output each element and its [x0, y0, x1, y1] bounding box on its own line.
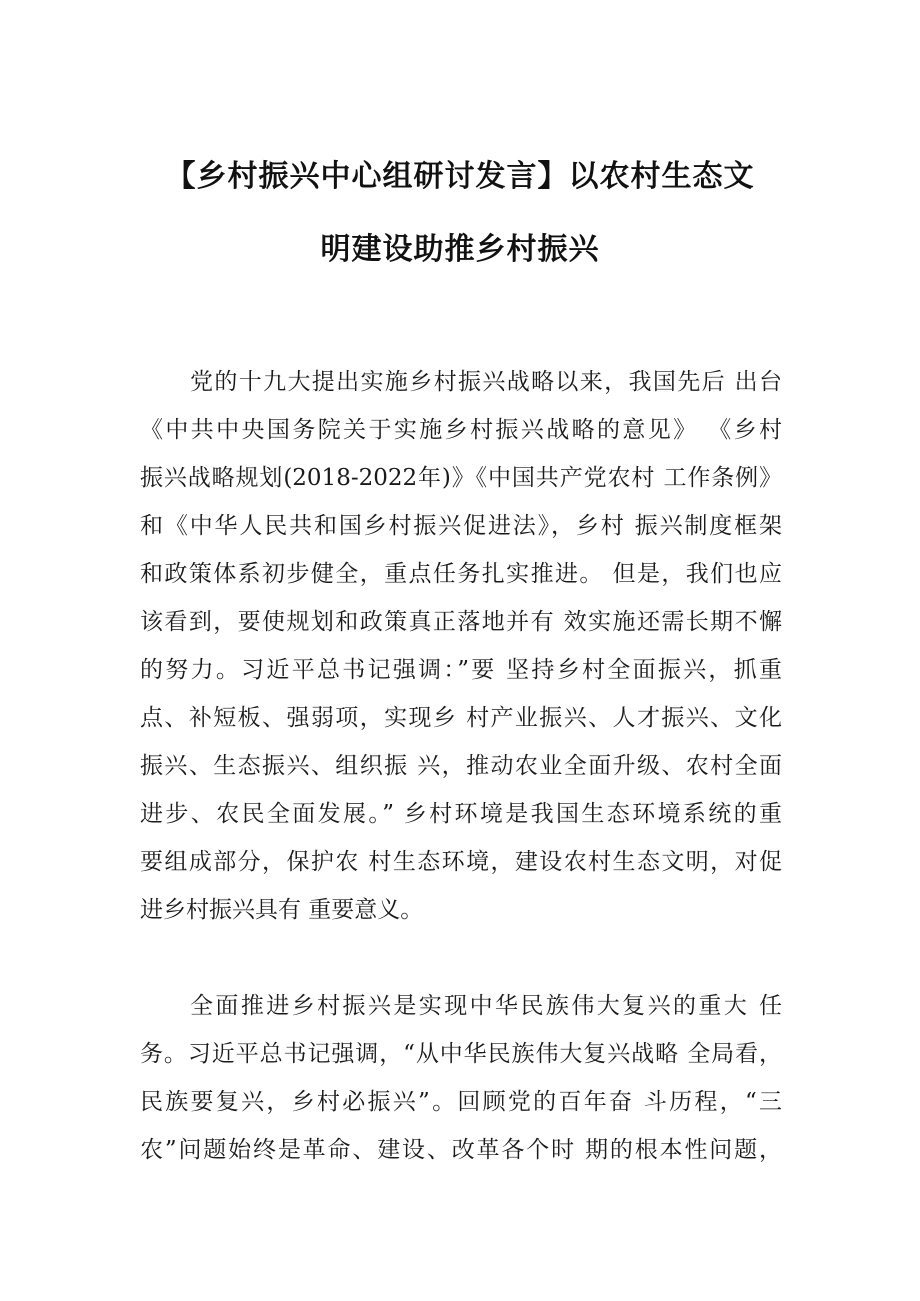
paragraph-1-line: 点、补短板、强弱项，实现乡 村产业振兴、人才振兴、文化 [140, 705, 782, 731]
paragraph-1-line: 党的十九大提出实施乡村振兴战略以来，我国先后 出台 [190, 369, 782, 395]
document-title-line-2: 明建设助推乡村振兴 [320, 232, 600, 267]
paragraph-1-line: 《中共中央国务院关于实施乡村振兴战略的意见》 《乡村 [140, 417, 782, 443]
paragraph-1-line: 和政策体系初步健全，重点任务扎实推进。 但是，我们也应 [140, 561, 782, 587]
document-title-line-1: 【乡村振兴中心组研讨发言】以农村生态文 [165, 159, 755, 194]
paragraph-1-line: 要组成部分，保护农 村生态环境，建设农村生态文明，对促 [140, 849, 782, 875]
paragraph-1-line: 振兴、生态振兴、组织振 兴，推动农业全面升级、农村全面 [140, 753, 782, 779]
paragraph-2-line: 民族要复兴，乡村必振兴”。回顾党的百年奋 斗历程，“三 [140, 1089, 782, 1115]
paragraph-2-line: 农”问题始终是革命、建设、改革各个时 期的根本性问题， [140, 1137, 782, 1163]
paragraph-1-line: 该看到，要使规划和政策真正落地并有 效实施还需长期不懈 [140, 609, 782, 635]
paragraph-1-line: 和《中华人民共和国乡村振兴促进法》，乡村 振兴制度框架 [140, 513, 782, 539]
paragraph-1-line: 的努力。习近平总书记强调：”要 坚持乡村全面振兴，抓重 [140, 657, 782, 683]
paragraph-2-line: 全面推进乡村振兴是实现中华民族伟大复兴的重大 任 [190, 993, 782, 1019]
paragraph-2-line: 务。习近平总书记强调，“从中华民族伟大复兴战略 全局看， [140, 1041, 782, 1067]
paragraph-1-line: 进步、农民全面发展。” 乡村环境是我国生态环境系统的重 [140, 801, 782, 827]
paragraph-1-line: 进乡村振兴具有 重要意义。 [140, 897, 424, 923]
paragraph-1-line: 振兴战略规划(2018-2022年)》《中国共产党农村 工作条例》 [140, 465, 782, 491]
